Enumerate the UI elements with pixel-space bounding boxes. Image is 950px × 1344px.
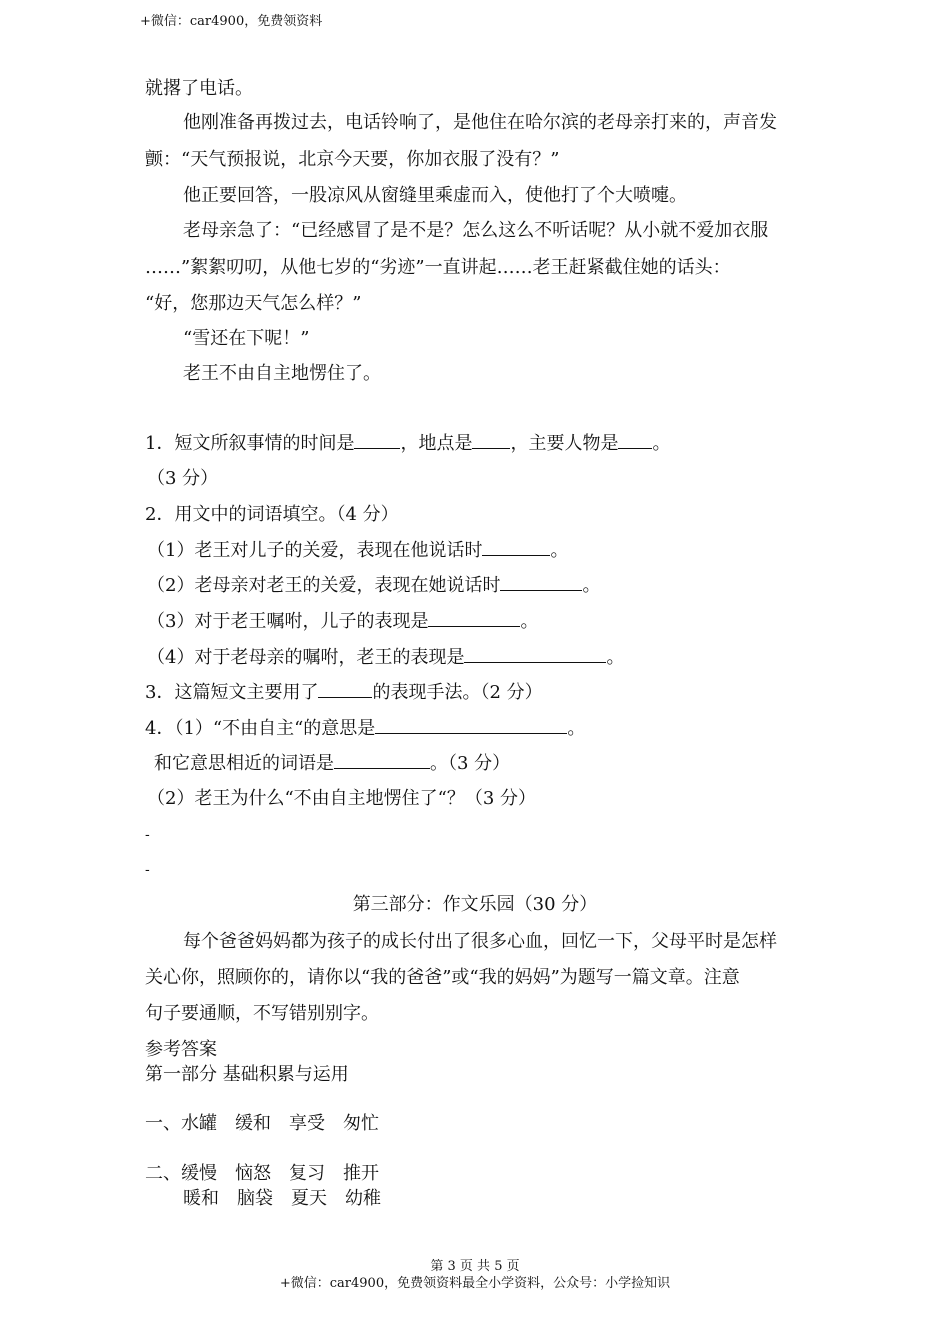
answer-blank bbox=[375, 717, 567, 734]
question-text: 。 bbox=[652, 433, 671, 454]
answer-blank bbox=[482, 539, 550, 556]
answer-blank bbox=[334, 752, 430, 769]
question-3 bbox=[145, 678, 543, 704]
answer-blank bbox=[318, 681, 372, 698]
question-text: 4．（1）“不由自主“的意思是 bbox=[145, 718, 376, 739]
answers-title: 参考答案 bbox=[145, 1039, 217, 1060]
question-text: 。 bbox=[550, 540, 569, 561]
story-line: 他刚准备再拨过去，电话铃响了，是他住在哈尔滨的老母亲打来的，声音发 bbox=[183, 112, 777, 133]
page-number: 第 3 页 共 5 页 bbox=[430, 1259, 520, 1274]
footer-note: +微信：car4900，免费领资料最全小学资料，公众号：小学捡知识 bbox=[279, 1276, 671, 1291]
question-text: （3）对于老王嘱咐，儿子的表现是 bbox=[147, 611, 429, 632]
question-text: 和它意思相近的词语是 bbox=[154, 753, 334, 774]
question-text: 3．这篇短文主要用了 bbox=[145, 682, 319, 703]
question-text: 。（3 分） bbox=[430, 753, 511, 774]
question-1-score: （3 分） bbox=[147, 468, 219, 489]
answer-blank bbox=[618, 432, 652, 449]
story-line: 就撂了电话。 bbox=[145, 78, 253, 99]
question-text: 。 bbox=[567, 718, 586, 739]
question-text: （2）老母亲对老王的关爱，表现在她说话时 bbox=[147, 575, 501, 596]
answer-blank bbox=[500, 574, 582, 591]
story-line: 他正要回答，一股凉风从窗缝里乘虚而入，使他打了个大喷嚏。 bbox=[183, 185, 687, 206]
question-text: ，主要人物是 bbox=[510, 433, 619, 454]
question-2: 2．用文中的词语填空。（4 分） bbox=[145, 504, 399, 525]
dash-mark: - bbox=[145, 827, 150, 843]
story-line: ……”絮絮叨叨，从他七岁的“劣迹”一直讲起……老王赶紧截住她的话头： bbox=[145, 257, 731, 278]
answer-blank bbox=[354, 432, 400, 449]
question-2-3 bbox=[147, 607, 538, 633]
essay-line: 每个爸爸妈妈都为孩子的成长付出了很多心血，回忆一下，父母平时是怎样 bbox=[183, 931, 777, 952]
question-4-2: （2）老王为什么“不由自主地愣住了“？（3 分） bbox=[147, 788, 537, 809]
question-text: 。 bbox=[582, 575, 601, 596]
question-2-4 bbox=[147, 643, 624, 669]
question-1 bbox=[145, 429, 670, 455]
answer-line: 二、缓慢 恼怒 复习 推开 bbox=[145, 1163, 379, 1184]
story-line: “好，您那边天气怎么样？” bbox=[145, 293, 362, 314]
answer-blank bbox=[472, 432, 510, 449]
dash-mark: - bbox=[145, 862, 150, 878]
question-text: （4）对于老母亲的嘱咐，老王的表现是 bbox=[147, 647, 465, 668]
question-4-synonym bbox=[154, 749, 510, 775]
answers-part1: 第一部分 基础积累与运用 bbox=[145, 1064, 349, 1085]
question-text: 。 bbox=[606, 647, 625, 668]
question-2-2 bbox=[147, 571, 600, 597]
question-4-1 bbox=[145, 714, 585, 740]
question-text: ，地点是 bbox=[400, 433, 473, 454]
question-text: 。 bbox=[520, 611, 539, 632]
story-line: “雪还在下呢！” bbox=[183, 328, 310, 349]
answer-blank bbox=[428, 610, 520, 627]
answer-line: 一、水罐 缓和 享受 匆忙 bbox=[145, 1113, 379, 1134]
question-text: 的表现手法。（2 分） bbox=[372, 682, 543, 703]
header-note: +微信：car4900，免费领资料 bbox=[140, 14, 323, 29]
question-2-1 bbox=[147, 536, 568, 562]
question-text: （1）老王对儿子的关爱，表现在他说话时 bbox=[147, 540, 483, 561]
question-text: 1．短文所叙事情的时间是 bbox=[145, 433, 355, 454]
essay-line: 句子要通顺，不写错别别字。 bbox=[145, 1003, 379, 1024]
answer-line: 暖和 脑袋 夏天 幼稚 bbox=[183, 1188, 381, 1209]
story-line: 老母亲急了：“已经感冒了是不是？怎么这么不听话呢？从小就不爱加衣服 bbox=[183, 220, 769, 241]
story-line: 颤：“天气预报说，北京今天要，你加衣服了没有？” bbox=[145, 149, 560, 170]
essay-line: 关心你，照顾你的，请你以“我的爸爸”或“我的妈妈”为题写一篇文章。注意 bbox=[145, 967, 740, 988]
answer-blank bbox=[464, 646, 606, 663]
essay-title: 第三部分：作文乐园（30 分） bbox=[352, 894, 598, 915]
story-line: 老王不由自主地愣住了。 bbox=[183, 363, 381, 384]
